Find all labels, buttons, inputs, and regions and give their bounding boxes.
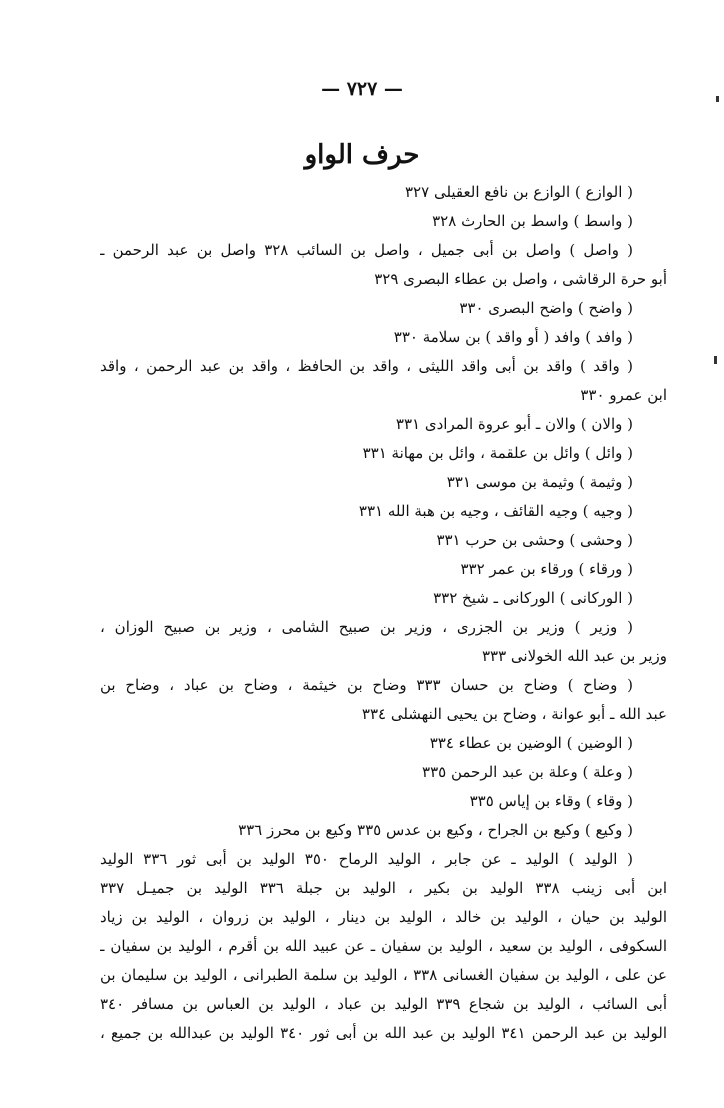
index-entry: [100, 671, 667, 729]
entry-line: ( وكيع ) وكيع بن الجراح ، وكيع بن عدس ٣٣٥ وكيع بن محرز ٣٣٦: [238, 821, 633, 839]
entry-line: عن على ، الوليد بن سفيان الغسانى ٣٣٨ ، الوليد بن سلمة الطبرانى ، الوليد بن سليمان بن: [100, 966, 667, 984]
entry-line: ( ورقاء ) ورقاء بن عمر ٣٣٢: [460, 560, 633, 578]
entry-line: ( وثيمة ) وثيمة بن موسى ٣٣١: [446, 473, 633, 491]
index-entry: [100, 410, 667, 439]
index-entry: [100, 845, 667, 1048]
entry-line: ( الوركانى ) الوركانى ـ شيخ ٣٣٢: [433, 589, 633, 607]
entry-line: ( الوليد ) الوليد ـ عن جابر ، الوليد الرماح ٣٥٠ الوليد بن أبى ثور ٣٣٦ الوليد: [100, 850, 633, 868]
index-entry: [100, 555, 667, 584]
entry-line: ( وحشى ) وحشى بن حرب ٣٣١: [436, 531, 633, 549]
entry-line: ( وضاح ) وضاح بن حسان ٣٣٣ وضاح بن خيثمة ، وضاح بن عباد ، وضاح بن: [100, 676, 633, 694]
entry-line: ( والان ) والان ـ أبو عروة المرادى ٣٣١: [395, 415, 633, 433]
entry-line: ( وزير ) وزير بن الجزرى ، وزير بن صبيح الشامى ، وزير بن صبيح الوزان ،: [100, 618, 633, 636]
entry-line: ابن عمرو ٣٣٠: [580, 386, 667, 404]
index-entries: [100, 178, 667, 1048]
index-entry: [100, 207, 667, 236]
index-entry: [100, 236, 667, 294]
entry-line: ( وائل ) وائل بن علقمة ، وائل بن مهانة ٣٣١: [362, 444, 633, 462]
index-entry: [100, 468, 667, 497]
page-number: — ٧٢٧ —: [321, 78, 403, 100]
entry-line: ابن أبى زينب ٣٣٨ الوليد بن بكير ، الوليد بن جبلة ٣٣٦ الوليد بن جميـل ٣٣٧: [100, 879, 667, 897]
index-entry: [100, 294, 667, 323]
index-entry: [100, 758, 667, 787]
index-entry: [100, 497, 667, 526]
index-entry: [100, 352, 667, 410]
entry-line: أبى السائب ، الوليد بن شجاع ٣٣٩ الوليد بن عباد ، الوليد بن العباس بن مسافر ٣٤٠: [100, 995, 667, 1013]
entry-line: الوليد بن عبد الرحمن ٣٤١ الوليد بن عبد الله بن أبى ثور ٣٤٠ الوليد بن عبدالله بن جميع ،: [100, 1024, 667, 1042]
index-entry: [100, 178, 667, 207]
index-entry: [100, 729, 667, 758]
entry-line: وزير بن عبد الله الخولانى ٣٣٣: [481, 647, 667, 665]
entry-line: السكوفى ، الوليد بن سعيد ، الوليد بن سفيان ـ عن عبيد الله بن أقرم ، الوليد بن سفيان ـ: [100, 937, 667, 955]
entry-line: عبد الله ـ أبو عوانة ، وضاح بن يحيى النهشلى ٣٣٤: [361, 705, 667, 723]
page-edge-mark: [714, 356, 717, 364]
entry-line: ( واضح ) واضح البصرى ٣٣٠: [459, 299, 633, 317]
entry-line: ( وقاء ) وقاء بن إياس ٣٣٥: [469, 792, 633, 810]
index-entry: [100, 439, 667, 468]
index-entry: [100, 816, 667, 845]
section-title: حرف الواو: [304, 140, 420, 170]
entry-line: ( واقد ) واقد بن أبى واقد الليثى ، واقد بن الحافظ ، واقد بن عبد الرحمن ، واقد: [100, 357, 633, 375]
index-entry: [100, 787, 667, 816]
index-entry: [100, 584, 667, 613]
entry-line: ( واصل ) واصل بن أبى جميل ، واصل بن السائب ٣٢٨ واصل بن عبد الرحمن ـ: [100, 241, 633, 259]
entry-line: ( الوضين ) الوضين بن عطاء ٣٣٤: [429, 734, 633, 752]
index-entry: [100, 613, 667, 671]
entry-line: ( وعلة ) وعلة بن عبد الرحمن ٣٣٥: [422, 763, 633, 781]
entry-line: ( وافد ) وافد ( أو واقد ) بن سلامة ٣٣٠: [393, 328, 633, 346]
entry-line: الوليد بن حيان ، الوليد بن خالد ، الوليد بن دينار ، الوليد بن زروان ، الوليد بن زياد: [100, 908, 667, 926]
entry-line: ( واسط ) واسط بن الحارث ٣٢٨: [432, 212, 633, 230]
entry-line: ( وجيه ) وجيه القائف ، وجيه بن هبة الله ٣٣١: [358, 502, 633, 520]
index-entry: [100, 526, 667, 555]
entry-line: ( الوازع ) الوازع بن نافع العقيلى ٣٢٧: [405, 183, 633, 201]
entry-line: أبو حرة الرقاشى ، واصل بن عطاء البصرى ٣٢٩: [374, 270, 667, 288]
index-entry: [100, 323, 667, 352]
